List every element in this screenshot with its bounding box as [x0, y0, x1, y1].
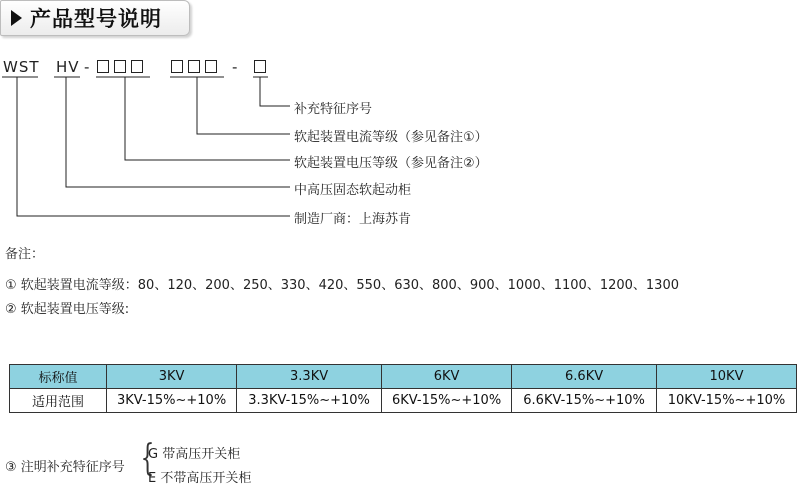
desc-product-type: 中高压固态软起动柜	[294, 183, 412, 198]
note-voltage-grades: ② 软起装置电压等级:	[5, 302, 130, 317]
table-header-cell: 6KV	[382, 365, 512, 389]
model-dash-1: -	[84, 58, 90, 76]
table-row-label: 适用范围	[10, 389, 107, 413]
table-header-cell: 3KV	[107, 365, 237, 389]
note-current-grades: ① 软起装置电流等级：80、120、200、250、330、420、550、630、800、900、1000、1100、1200、1300	[5, 278, 679, 293]
notes-heading: 备注：	[5, 247, 45, 262]
model-dash-2: -	[232, 58, 238, 76]
desc-current-grade: 软起装置电流等级（参见备注①）	[294, 130, 488, 145]
table-header-row	[10, 365, 797, 389]
voltage-spec-table	[9, 364, 797, 413]
option-e: E 不带高压开关柜	[148, 471, 252, 486]
table-cell: 3.3KV-15%~+10%	[237, 389, 382, 413]
model-type-code: HV	[56, 58, 80, 76]
table-cell: 3KV-15%~+10%	[107, 389, 237, 413]
table-header-label: 标称值	[10, 365, 107, 389]
table-cell: 6.6KV-15%~+10%	[512, 389, 657, 413]
desc-supplement: 补充特征序号	[294, 102, 373, 117]
table-cell: 6KV-15%~+10%	[382, 389, 512, 413]
page-title: 产品型号说明	[30, 7, 162, 31]
curly-brace: {	[140, 438, 155, 479]
option-g: G 带高压开关柜	[148, 447, 241, 462]
table-header-cell: 10KV	[657, 365, 797, 389]
model-connector-lines	[0, 0, 799, 240]
desc-voltage-grade: 软起装置电压等级（参见备注②）	[294, 156, 488, 171]
table-cell: 10KV-15%~+10%	[657, 389, 797, 413]
model-brand-code: WST	[3, 58, 40, 76]
desc-manufacturer: 制造厂商：上海苏肯	[294, 212, 412, 227]
table-header-cell: 3.3KV	[237, 365, 382, 389]
table-header-cell: 6.6KV	[512, 365, 657, 389]
table-row	[10, 389, 797, 413]
supplement-label: ③ 注明补充特征序号	[5, 460, 125, 475]
